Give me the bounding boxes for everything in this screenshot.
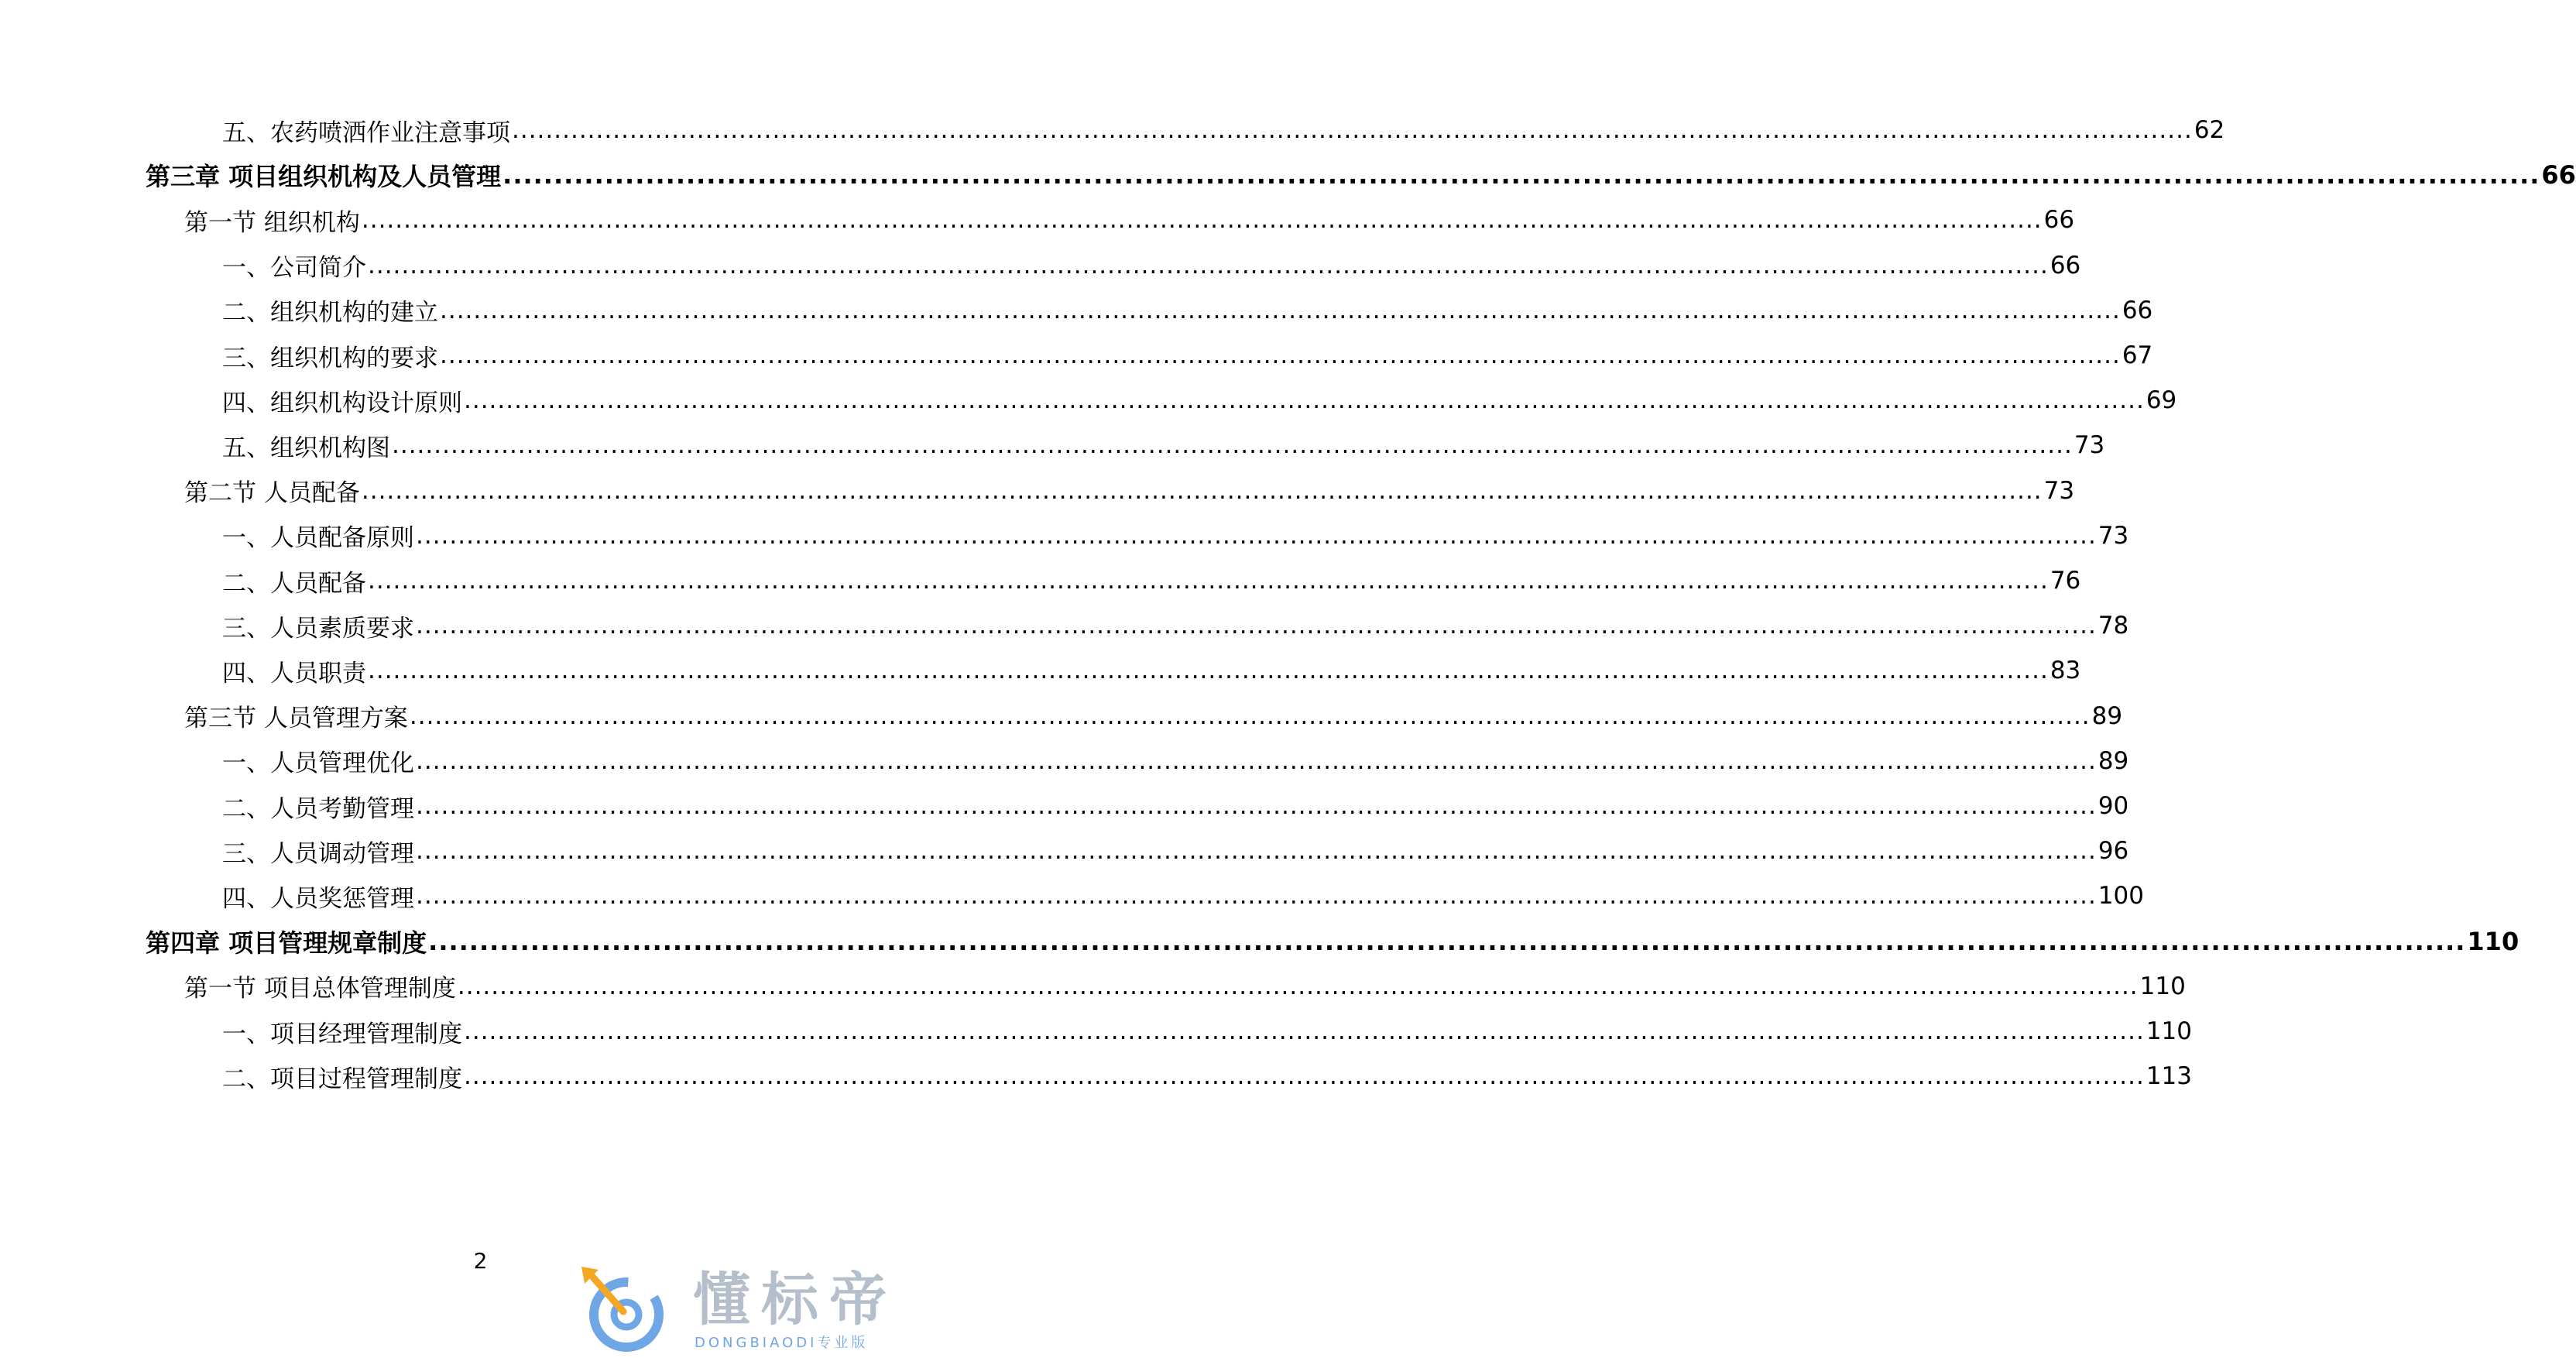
toc-entry-title: 二、人员配备 xyxy=(222,569,366,598)
toc-entry-title: 四、人员奖惩管理 xyxy=(222,884,414,913)
toc-subsection-entry[interactable] xyxy=(222,519,2129,553)
toc-subsection-entry[interactable] xyxy=(222,428,2105,462)
toc-dot-leader: ........................................................................................................................................................................................................ xyxy=(440,341,2121,369)
toc-entry-title: 一、公司简介 xyxy=(222,254,366,283)
toc-entry-title: 第一节 组织机构 xyxy=(184,208,360,237)
toc-entry-page-number: 66 xyxy=(2049,251,2081,279)
toc-subsection-entry[interactable] xyxy=(222,744,2129,778)
brand-name-en: DONGBIAODI专业版 xyxy=(695,1335,869,1351)
toc-subsection-entry[interactable] xyxy=(222,564,2081,598)
target-logo-icon xyxy=(577,1267,671,1353)
toc-subsection-entry[interactable] xyxy=(222,609,2129,643)
toc-entry-title: 第四章 项目管理规章制度 xyxy=(146,928,427,958)
toc-entry-title: 一、人员配备原则 xyxy=(222,524,414,553)
toc-entry-page-number: 78 xyxy=(2098,612,2129,640)
toc-entry-title: 二、人员考勤管理 xyxy=(222,794,414,823)
toc-entry-page-number: 113 xyxy=(2146,1062,2192,1091)
toc-dot-leader: ........................................................................................................................................................................................................ xyxy=(464,1017,2145,1045)
toc-subsection-entry[interactable] xyxy=(222,293,2153,327)
toc-dot-leader: ........................................................................................................................................................................................................ xyxy=(512,116,2193,144)
toc-dot-leader: ........................................................................................................................................................................................................ xyxy=(457,972,2139,1000)
toc-entry-page-number: 66 xyxy=(2541,160,2576,190)
page-number: 2 xyxy=(473,1248,488,1274)
toc-subsection-entry[interactable] xyxy=(222,653,2081,688)
toc-entry-page-number: 73 xyxy=(2098,521,2129,550)
toc-entry-page-number: 66 xyxy=(2043,206,2075,235)
toc-entry-page-number: 73 xyxy=(2073,431,2105,460)
toc-entry-page-number: 110 xyxy=(2146,1017,2192,1045)
toc-subsection-entry[interactable] xyxy=(222,834,2129,868)
toc-entry-title: 四、组织机构设计原则 xyxy=(222,389,462,417)
brand-watermark xyxy=(577,1267,941,1353)
toc-dot-leader: ........................................................................................................................................................................................................ xyxy=(464,1062,2145,1091)
toc-subsection-entry[interactable] xyxy=(222,1059,2192,1093)
toc-dot-leader: ........................................................................................................................................................................................................ xyxy=(416,612,2097,640)
toc-entry-title: 第一节 项目总体管理制度 xyxy=(184,975,456,1003)
toc-entry-page-number: 100 xyxy=(2098,882,2144,910)
toc-entry-title: 五、组织机构图 xyxy=(222,434,390,462)
toc-section-entry[interactable] xyxy=(184,474,2075,508)
toc-section-entry[interactable] xyxy=(184,969,2186,1003)
toc-entry-page-number: 83 xyxy=(2049,657,2081,685)
toc-dot-leader: ........................................................................................................................................................................................................ xyxy=(416,521,2097,550)
toc-dot-leader: ........................................................................................................................................................................................................ xyxy=(368,657,2049,685)
toc-entry-page-number: 110 xyxy=(2139,972,2186,1000)
toc-dot-leader: ........................................................................................................................................................................................................ xyxy=(416,837,2097,866)
toc-entry-page-number: 76 xyxy=(2049,567,2081,595)
toc-entry-page-number: 67 xyxy=(2122,341,2153,369)
toc-dot-leader: ........................................................................................................................................................................................................ xyxy=(416,882,2097,910)
toc-entry-title: 一、人员管理优化 xyxy=(222,749,414,778)
toc-subsection-entry[interactable] xyxy=(222,879,2144,913)
toc-dot-leader: ........................................................................................................................................................................................................ xyxy=(361,206,2043,235)
toc-entry-page-number: 90 xyxy=(2098,792,2129,820)
toc-dot-leader: ........................................................................................................................................................................................................ xyxy=(503,160,2540,190)
toc-subsection-entry[interactable] xyxy=(222,249,2081,283)
toc-entry-page-number: 62 xyxy=(2194,116,2225,144)
toc-dot-leader: ........................................................................................................................................................................................................ xyxy=(428,926,2466,956)
toc-entry-title: 第三节 人员管理方案 xyxy=(184,705,408,733)
toc-subsection-entry[interactable] xyxy=(222,1014,2192,1048)
brand-name-cn: 懂标帝 xyxy=(693,1267,897,1333)
toc-subsection-entry[interactable] xyxy=(222,383,2177,417)
toc-subsection-entry[interactable] xyxy=(222,338,2153,372)
toc-entry-title: 一、项目经理管理制度 xyxy=(222,1020,462,1048)
toc-entry-page-number: 110 xyxy=(2467,926,2519,956)
toc-dot-leader: ........................................................................................................................................................................................................ xyxy=(361,476,2043,505)
toc-entry-title: 三、人员素质要求 xyxy=(222,614,414,643)
toc-entry-title: 二、组织机构的建立 xyxy=(222,299,438,327)
toc-entry-title: 三、组织机构的要求 xyxy=(222,344,438,372)
toc-dot-leader: ........................................................................................................................................................................................................ xyxy=(368,251,2049,279)
toc-dot-leader: ........................................................................................................................................................................................................ xyxy=(409,701,2091,730)
toc-entry-title: 二、项目过程管理制度 xyxy=(222,1065,462,1093)
toc-dot-leader: ........................................................................................................................................................................................................ xyxy=(416,792,2097,820)
toc-entry-page-number: 69 xyxy=(2146,386,2177,415)
toc-entry-title: 第三章 项目组织机构及人员管理 xyxy=(146,162,502,192)
toc-section-entry[interactable] xyxy=(184,699,2123,733)
toc-subsection-entry[interactable] xyxy=(222,789,2129,823)
toc-dot-leader: ........................................................................................................................................................................................................ xyxy=(416,746,2097,775)
toc-entry-title: 第二节 人员配备 xyxy=(184,479,360,508)
toc-dot-leader: ........................................................................................................................................................................................................ xyxy=(440,296,2121,324)
toc-entry-page-number: 73 xyxy=(2043,476,2075,505)
toc-entry-title: 四、人员职责 xyxy=(222,659,366,688)
toc-section-entry[interactable] xyxy=(184,203,2075,237)
toc-entry-page-number: 66 xyxy=(2122,296,2153,324)
toc-chapter-entry[interactable] xyxy=(146,158,2576,192)
toc-dot-leader: ........................................................................................................................................................................................................ xyxy=(368,567,2049,595)
toc-subsection-entry[interactable] xyxy=(222,113,2225,147)
toc-entry-page-number: 89 xyxy=(2091,701,2123,730)
toc-entry-page-number: 96 xyxy=(2098,837,2129,866)
toc-entry-page-number: 89 xyxy=(2098,746,2129,775)
toc-chapter-entry[interactable] xyxy=(146,924,2519,958)
toc-dot-leader: ........................................................................................................................................................................................................ xyxy=(464,386,2145,415)
toc-entry-title: 五、农药喷洒作业注意事项 xyxy=(222,118,510,147)
toc-entry-title: 三、人员调动管理 xyxy=(222,839,414,868)
toc-dot-leader: ........................................................................................................................................................................................................ xyxy=(392,431,2073,460)
